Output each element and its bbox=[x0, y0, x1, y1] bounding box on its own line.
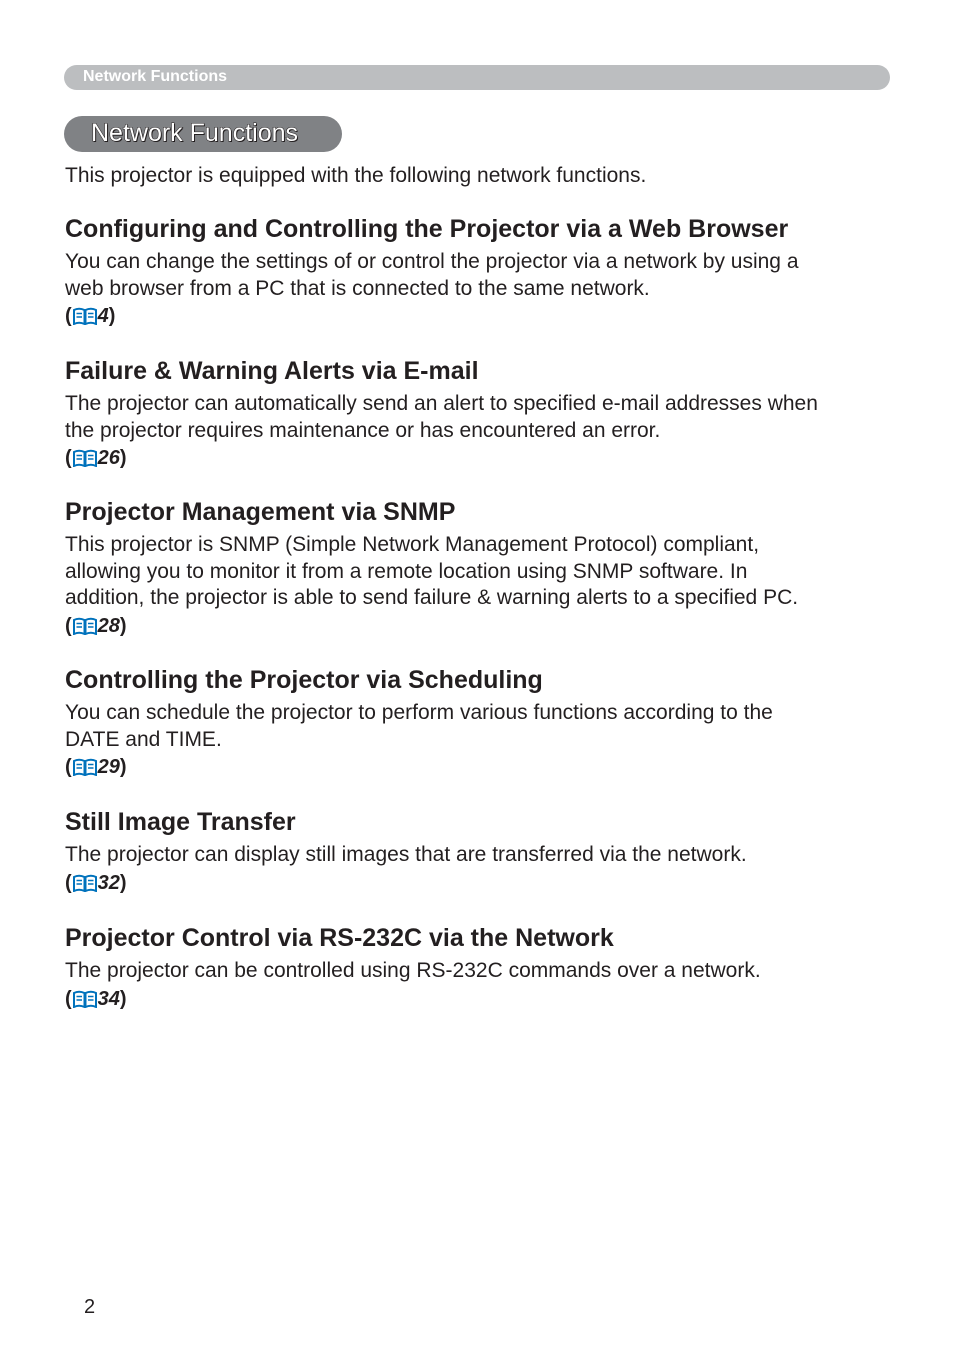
page-reference-link[interactable]: ( 32 ) bbox=[65, 871, 127, 894]
running-header-bar bbox=[64, 65, 890, 90]
section-title-pill bbox=[64, 116, 342, 152]
feature-email-alerts bbox=[65, 356, 895, 471]
feature-still-image bbox=[65, 807, 895, 896]
intro-paragraph: This projector is equipped with the following network functions. bbox=[65, 164, 647, 187]
page-reference-link[interactable]: ( 34 ) bbox=[65, 987, 127, 1010]
book-icon bbox=[73, 874, 97, 892]
page-reference-link[interactable]: ( 29 ) bbox=[65, 756, 127, 778]
feature-heading: Projector Control via RS-232C via the Network bbox=[65, 924, 614, 952]
book-icon bbox=[73, 307, 97, 325]
feature-description: The projector can automatically send an alert to specified e-mail addresses when the projector requires maintenance or has encountered an error. bbox=[65, 392, 818, 442]
feature-heading: Projector Management via SNMP bbox=[65, 498, 456, 526]
feature-description: You can change the settings of or control the projector via a network by using a web browser from a PC that is connected to the same network. bbox=[65, 250, 799, 300]
feature-description: The projector can display still images that are transferred via the network. bbox=[65, 843, 747, 866]
feature-web-browser bbox=[65, 214, 895, 329]
feature-heading: Failure & Warning Alerts via E-mail bbox=[65, 357, 479, 385]
section-title: Network Functions bbox=[91, 119, 299, 147]
feature-heading: Configuring and Controlling the Projector via a Web Browser bbox=[65, 215, 789, 243]
running-header-title: Network Functions bbox=[83, 68, 228, 85]
page-number: 2 bbox=[84, 1296, 96, 1318]
feature-description: You can schedule the projector to perform various functions according to the DATE and TIME. bbox=[65, 701, 773, 751]
book-icon bbox=[73, 617, 97, 635]
book-icon bbox=[73, 990, 97, 1008]
feature-rs232c bbox=[65, 923, 895, 1012]
feature-scheduling bbox=[65, 665, 895, 780]
feature-heading: Still Image Transfer bbox=[65, 808, 296, 836]
page-reference-link[interactable]: ( 4 ) bbox=[65, 305, 116, 327]
feature-heading: Controlling the Projector via Scheduling bbox=[65, 666, 543, 694]
book-icon bbox=[73, 758, 97, 776]
feature-description: This projector is SNMP (Simple Network Management Protocol) compliant, allowing you to monitor it from a remote location using SNMP software. In addition, the projector is able to send failure & warning alerts to a specified PC. bbox=[65, 533, 799, 609]
feature-snmp bbox=[65, 497, 895, 639]
page-reference-link[interactable]: ( 28 ) bbox=[65, 614, 127, 637]
feature-description: The projector can be controlled using RS-232C commands over a network. bbox=[65, 959, 761, 982]
page-reference-link[interactable]: ( 26 ) bbox=[65, 447, 127, 469]
book-icon bbox=[73, 449, 97, 467]
